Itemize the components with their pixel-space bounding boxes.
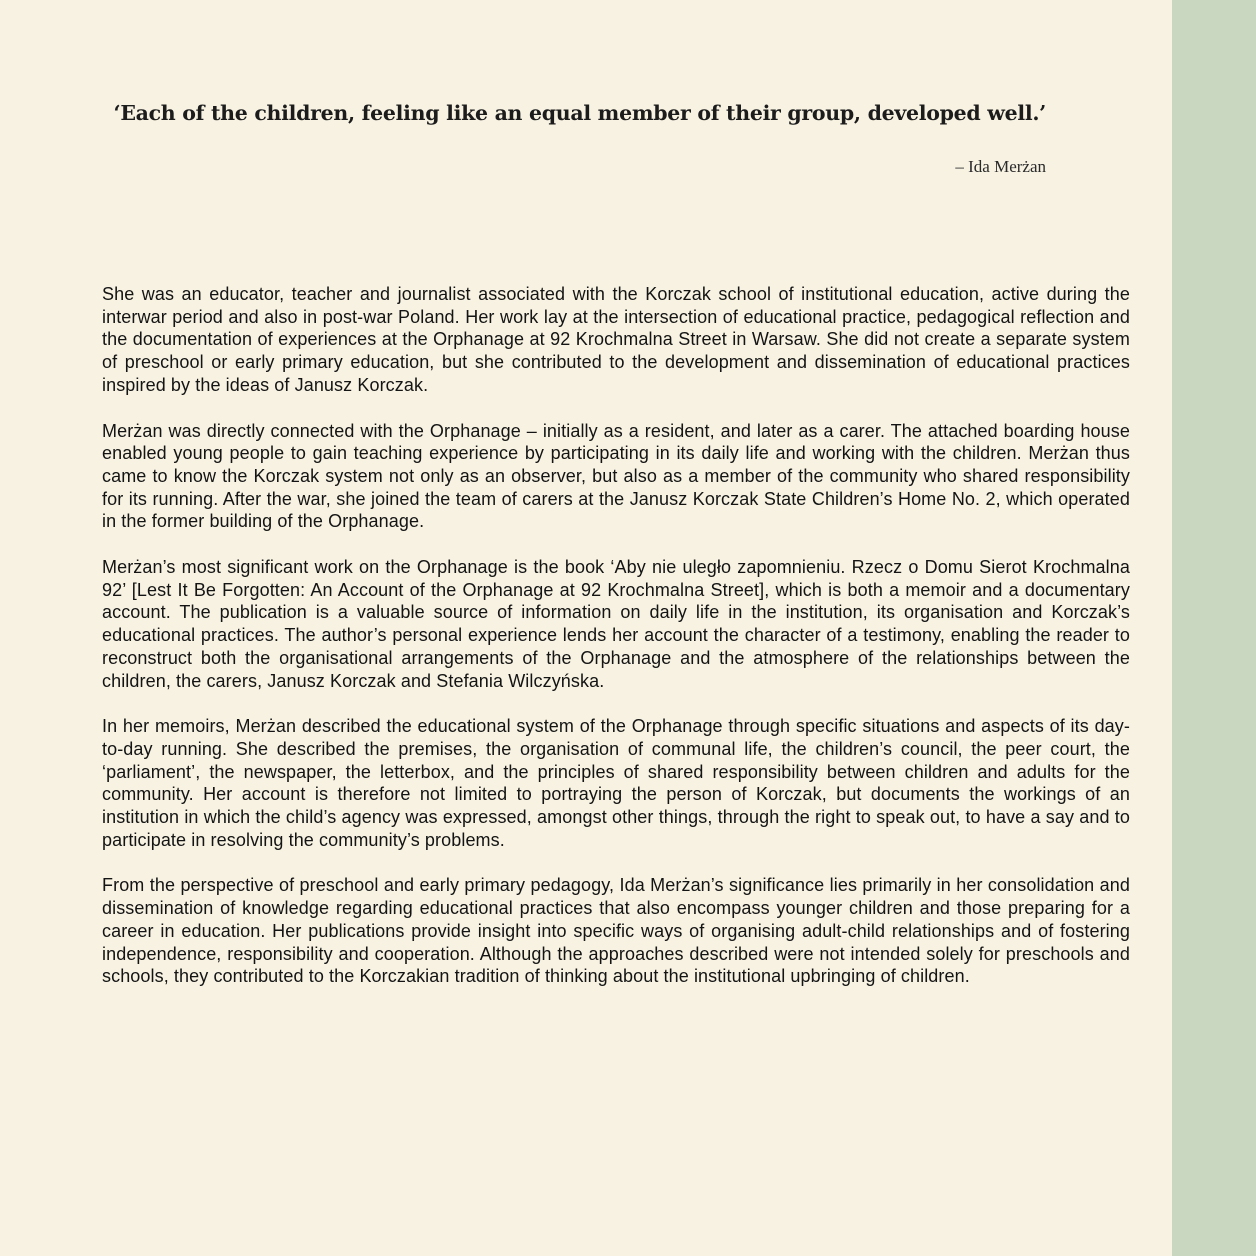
body-paragraph: Merżan’s most significant work on the Orphanage is the book ‘Aby nie uległo zapomnieniu. Rzecz o Domu Sierot Krochmalna 92’ [Lest It Be Forgotten: An Account of the Orphanage at 92 Krochmalna Street], which is both a memoir and a documentary account. The publication is a valuable source of information on daily life in the institution, its organisation and Korczak’s educational practices. The author’s personal experience lends her account the character of a testimony, enabling the reader to reconstruct both the organisational arrangements of the Orphanage and the atmosphere of the relationships between the children, the carers, Janusz Korczak and Stefania Wilczyńska. (102, 557, 1130, 691)
body-paragraph: She was an educator, teacher and journalist associated with the Korczak school of institutional education, active during the interwar period and also in post-war Poland. Her work lay at the intersection of educational practice, pedagogical reflection and the documentation of experiences at the Orphanage at 92 Krochmalna Street in Warsaw. She did not create a separate system of preschool or early primary education, but she contributed to the development and dissemination of educational practices inspired by the ideas of Janusz Korczak. (102, 284, 1130, 395)
body-paragraph: From the perspective of preschool and early primary pedagogy, Ida Merżan’s significance lies primarily in her consolidation and dissemination of knowledge regarding educational practices that also encompass younger children and those preparing for a career in education. Her publications provide insight into specific ways of organising adult-child relationships and of fostering independence, responsibility and cooperation. Although the approaches described were not intended solely for preschools and schools, they contributed to the Korczakian tradition of thinking about the institutional upbringing of children. (102, 875, 1130, 987)
pull-quote: ‘Each of the children, feeling like an equal member of their group, developed well.’ (113, 101, 1046, 125)
body-paragraph: In her memoirs, Merżan described the educational system of the Orphanage through specific situations and aspects of its day-to-day running. She described the premises, the organisation of communal life, the children’s council, the peer court, the ‘parliament’, the newspaper, the letterbox, and the principles of shared responsibility between children and adults for the community. Her account is therefore not limited to portraying the person of Korczak, but documents the workings of an institution in which the child’s agency was expressed, amongst other things, through the right to speak out, to have a say and to participate in resolving the community’s problems. (102, 716, 1130, 850)
article-body (102, 283, 1130, 1011)
body-paragraph: Merżan was directly connected with the Orphanage – initially as a resident, and later as a carer. The attached boarding house enabled young people to gain teaching experience by participating in its daily life and working with the children. Merżan thus came to know the Korczak system not only as an observer, but also as a member of the community who shared responsibility for its running. After the war, she joined the team of carers at the Janusz Korczak State Children’s Home No. 2, which operated in the former building of the Orphanage. (102, 420, 1130, 532)
side-color-band (1172, 0, 1256, 1256)
quote-attribution: – Ida Merżan (955, 157, 1046, 176)
